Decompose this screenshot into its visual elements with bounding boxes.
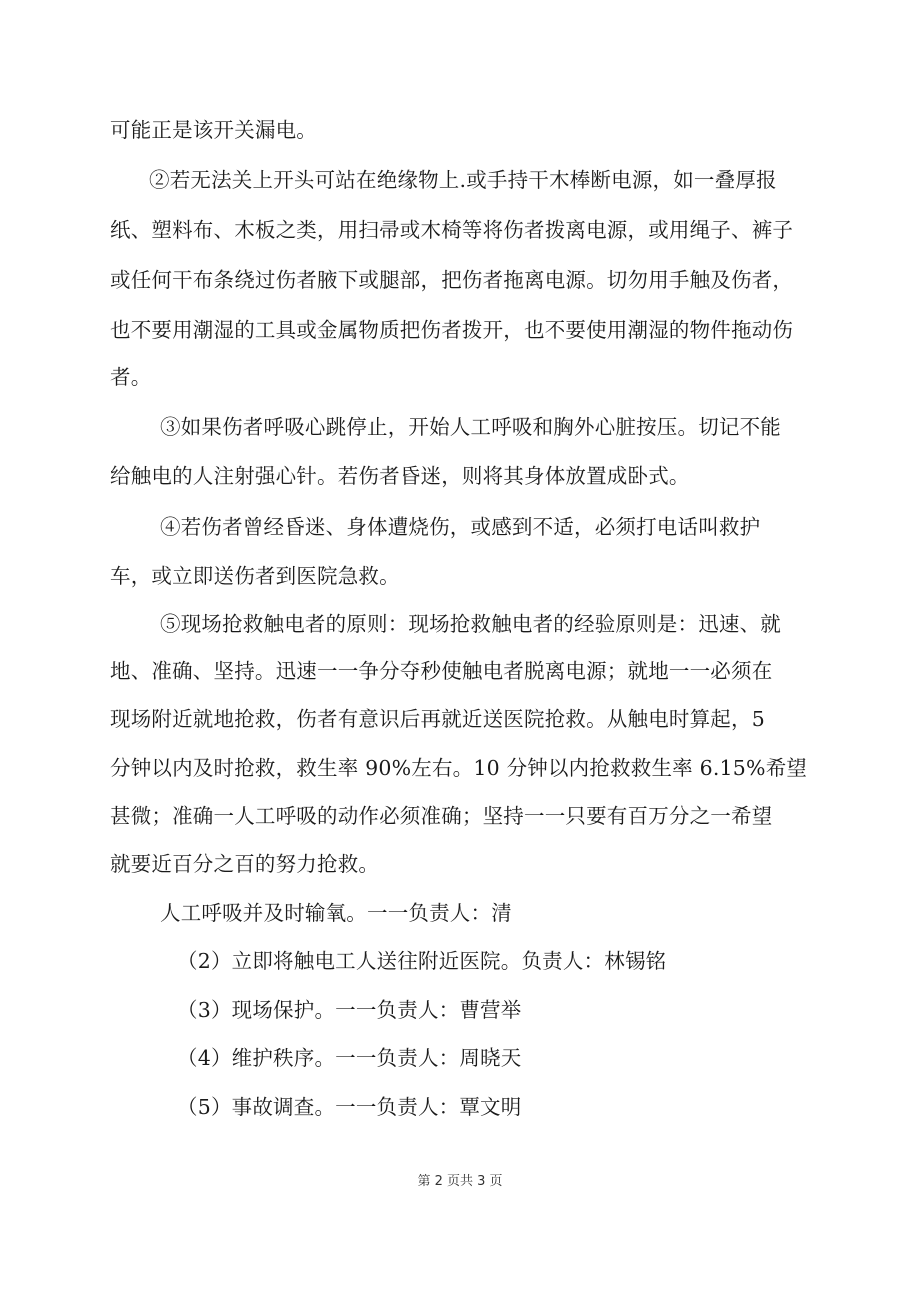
paragraph-line: 纸、塑料布、木板之类，用扫帚或木椅等将伤者拨离电源，或用绳子、裤子 (110, 218, 794, 242)
list-item: （5）事故调查。一一负责人：覃文明 (177, 1095, 522, 1119)
paragraph-line: ③如果伤者呼吸心跳停止，开始人工呼吸和胸外心脏按压。切记不能 (160, 415, 781, 439)
list-item: （3）现场保护。一一负责人：曹营举 (177, 998, 522, 1022)
paragraph-line: 者。 (110, 365, 152, 389)
page-number-footer: 第 2 页共 3 页 (417, 1174, 503, 1189)
paragraph-line: 车，或立即送伤者到医院急救。 (110, 564, 400, 588)
paragraph-line: 甚微；准确一人工呼吸的动作必须准确；坚持一一只要有百万分之一希望 (110, 804, 773, 828)
paragraph-line: 地、准确、坚持。迅速一一争分夺秒使触电者脱离电源；就地一一必须在 (110, 659, 773, 683)
list-item: （4）维护秩序。一一负责人：周晓天 (177, 1046, 522, 1070)
paragraph-line: 或任何干布条绕过伤者腋下或腿部，把伤者拖离电源。切勿用手触及伤者， (110, 268, 794, 292)
paragraph-line: 也不要用潮湿的工具或金属物质把伤者拨开，也不要使用潮湿的物件拖动伤 (110, 318, 794, 342)
paragraph-line: ⑤现场抢救触电者的原则：现场抢救触电者的经验原则是：迅速、就 (160, 612, 781, 636)
paragraph-line: 分钟以内及时抢救，救生率 90%左右。10 分钟以内抢救救生率 6.15%希望 (110, 756, 808, 780)
list-item: （2）立即将触电工人送往附近医院。负责人：林锡铭 (177, 949, 667, 973)
paragraph-line: ④若伤者曾经昏迷、身体遭烧伤，或感到不适，必须打电话叫救护 (160, 515, 761, 539)
paragraph-line: ②若无法关上开头可站在绝缘物上.或手持干木棒断电源，如一叠厚报 (149, 168, 777, 192)
paragraph-line: 就要近百分之百的努力抢救。 (110, 852, 380, 876)
paragraph-line: 可能正是该开关漏电。 (110, 118, 317, 142)
paragraph-line: 人工呼吸并及时输氧。一一负责人：清 (160, 901, 512, 925)
paragraph-line: 现场附近就地抢救，伤者有意识后再就近送医院抢救。从触电时算起，5 (110, 707, 765, 731)
paragraph-line: 给触电的人注射强心针。若伤者昏迷，则将其身体放置成卧式。 (110, 464, 690, 488)
